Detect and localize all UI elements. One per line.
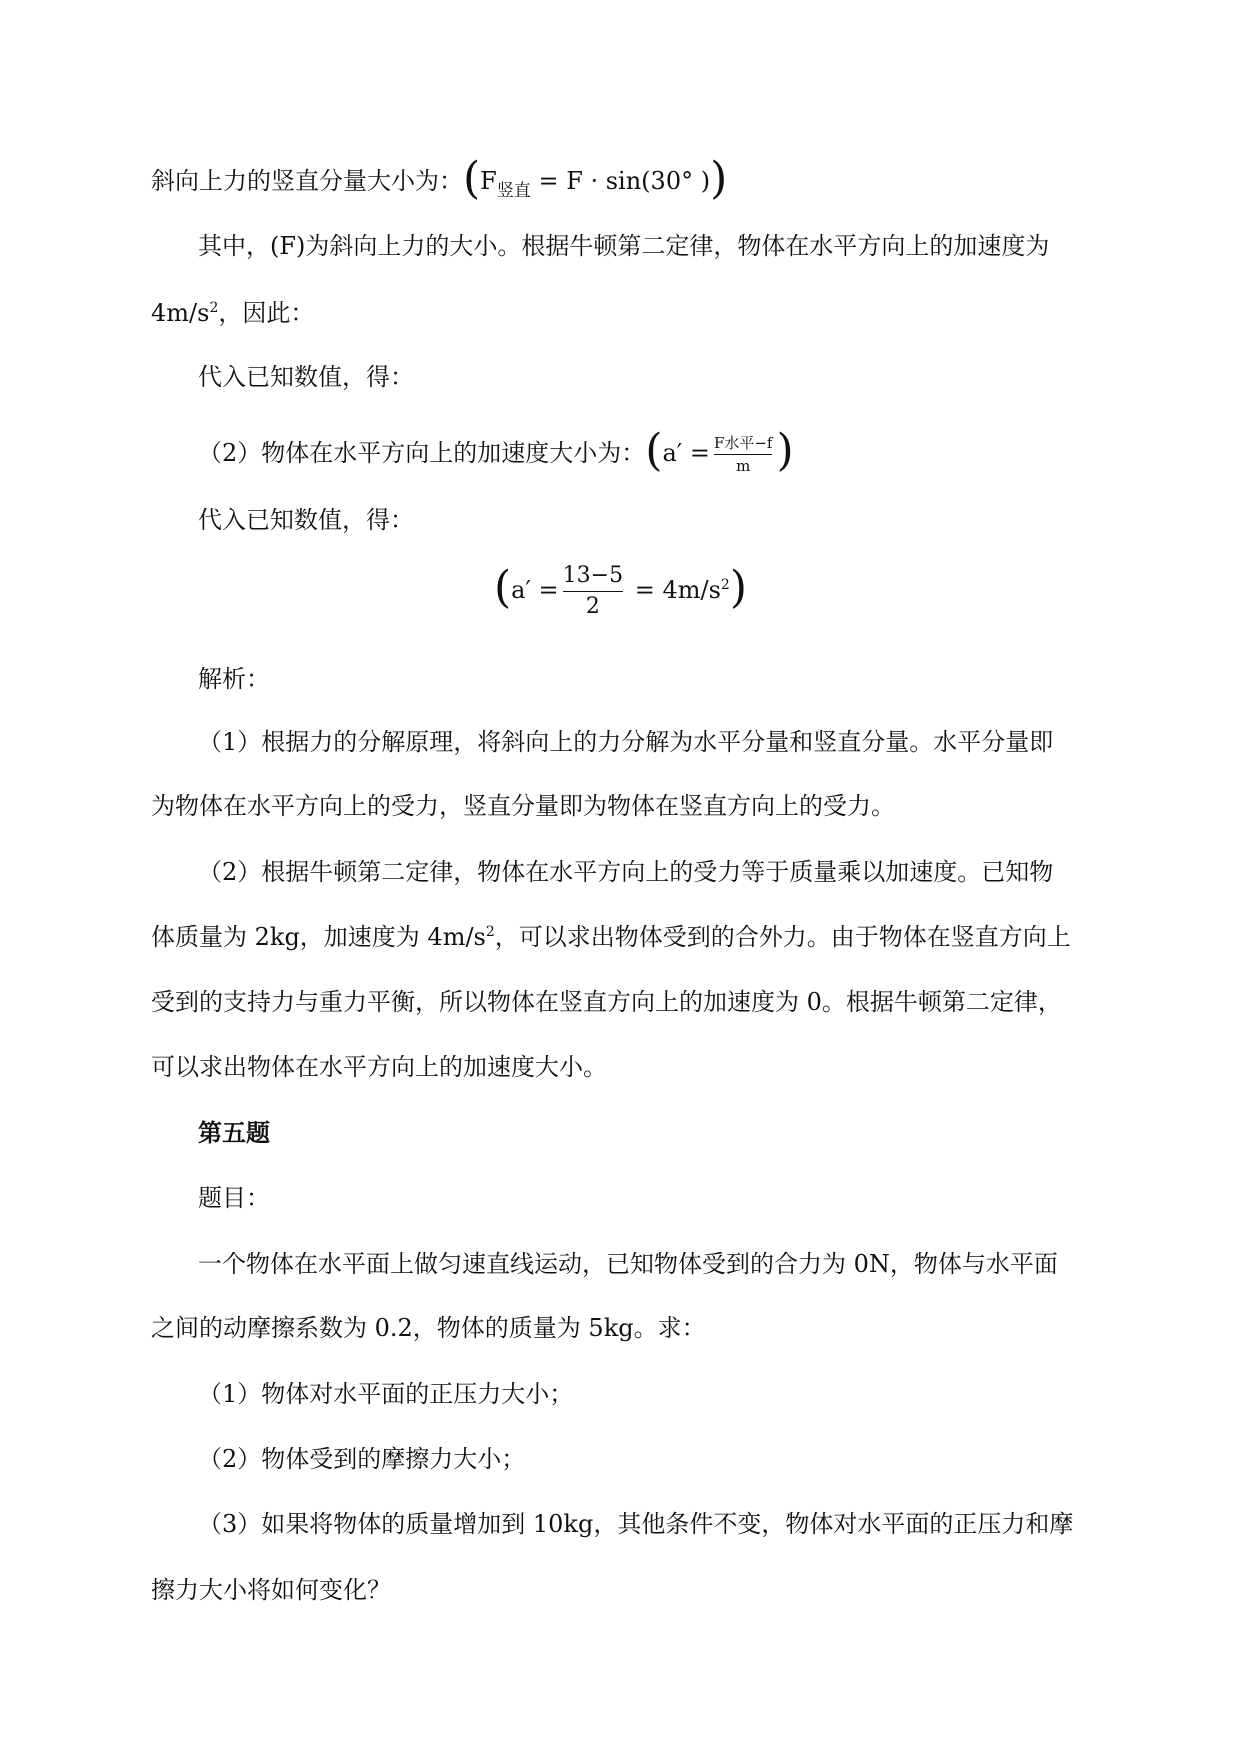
numerator: 13−5 bbox=[562, 563, 624, 588]
numerator: F水平−f bbox=[713, 433, 773, 452]
paragraph-line bbox=[151, 921, 1071, 957]
formula-lhs: a′ = bbox=[662, 439, 710, 467]
fraction bbox=[563, 564, 623, 619]
formula-var: F bbox=[480, 167, 497, 195]
text: ，因此： bbox=[218, 299, 315, 327]
paragraph-line: 可以求出物体在水平方向上的加速度大小。 bbox=[151, 1053, 607, 1081]
text: 4m/s bbox=[151, 299, 210, 327]
paragraph-line: 一个物体在水平面上做匀速直线运动，已知物体受到的合力为 0N，物体与水平面 bbox=[198, 1250, 1058, 1278]
paragraph-line: （2）物体受到的摩擦力大小； bbox=[198, 1445, 526, 1473]
text: 为斜向上力的大小。根据牛顿第二定律，物体在水平方向上的加速度为 bbox=[305, 232, 1050, 260]
paren-right: ) bbox=[710, 153, 728, 204]
formula-lhs: a′ = bbox=[511, 576, 559, 605]
fraction-bar bbox=[563, 591, 623, 592]
paragraph-line: 代入已知数值，得： bbox=[198, 506, 414, 534]
paren-right: ) bbox=[776, 425, 794, 476]
denominator: 2 bbox=[585, 594, 600, 620]
formula-subscript: 竖直 bbox=[496, 181, 531, 201]
paragraph-line: 擦力大小将如何变化？ bbox=[151, 1576, 391, 1604]
paragraph-line: 之间的动摩擦系数为 0.2，物体的质量为 5kg。求： bbox=[151, 1314, 706, 1342]
paragraph-line: 受到的支持力与重力平衡，所以物体在竖直方向上的加速度为 0。根据牛顿第二定律， bbox=[151, 988, 1062, 1016]
paragraph-line: 题目： bbox=[198, 1184, 270, 1212]
paragraph-line: 代入已知数值，得： bbox=[198, 363, 414, 391]
paragraph-line: （3）如果将物体的质量增加到 10kg，其他条件不变，物体对水平面的正压力和摩 bbox=[198, 1510, 1074, 1538]
paren-right: ) bbox=[729, 562, 747, 614]
paren-left: ( bbox=[645, 425, 663, 476]
formula-expression: = F · sin(30° ) bbox=[530, 167, 711, 195]
formula-inline: (F) bbox=[270, 232, 306, 260]
text: 其中， bbox=[198, 232, 270, 260]
paragraph-line bbox=[151, 297, 314, 333]
text: 斜向上力的竖直分量大小为： bbox=[151, 167, 463, 195]
text: 体质量为 2kg，加速度为 4m/s bbox=[151, 923, 486, 951]
paragraph-line: 为物体在水平方向上的受力，竖直分量即为物体在竖直方向上的受力。 bbox=[151, 792, 895, 820]
text: ，可以求出物体受到的合外力。由于物体在竖直方向上 bbox=[494, 923, 1071, 951]
denominator: m bbox=[736, 457, 751, 475]
paren-left: ( bbox=[494, 562, 512, 614]
paragraph-line: 解析： bbox=[198, 665, 270, 693]
paragraph-line bbox=[198, 425, 794, 476]
paragraph-line bbox=[151, 153, 728, 204]
section-heading: 第五题 bbox=[198, 1118, 270, 1147]
fraction-bar bbox=[714, 454, 773, 455]
formula-rhs: = 4m/s bbox=[627, 576, 721, 605]
text: （2）物体在水平方向上的加速度大小为： bbox=[198, 439, 646, 467]
superscript: 2 bbox=[720, 577, 730, 594]
fraction bbox=[714, 435, 773, 475]
display-formula bbox=[494, 564, 747, 619]
superscript: 2 bbox=[209, 300, 219, 316]
paragraph-line: （2）根据牛顿第二定律，物体在水平方向上的受力等于质量乘以加速度。已知物 bbox=[198, 858, 1054, 886]
paren-left: ( bbox=[463, 153, 481, 204]
paragraph-line: （1）物体对水平面的正压力大小； bbox=[198, 1380, 574, 1408]
paragraph-line bbox=[198, 230, 1049, 262]
superscript: 2 bbox=[485, 924, 495, 940]
paragraph-line: （1）根据力的分解原理，将斜向上的力分解为水平分量和竖直分量。水平分量即 bbox=[198, 728, 1054, 756]
